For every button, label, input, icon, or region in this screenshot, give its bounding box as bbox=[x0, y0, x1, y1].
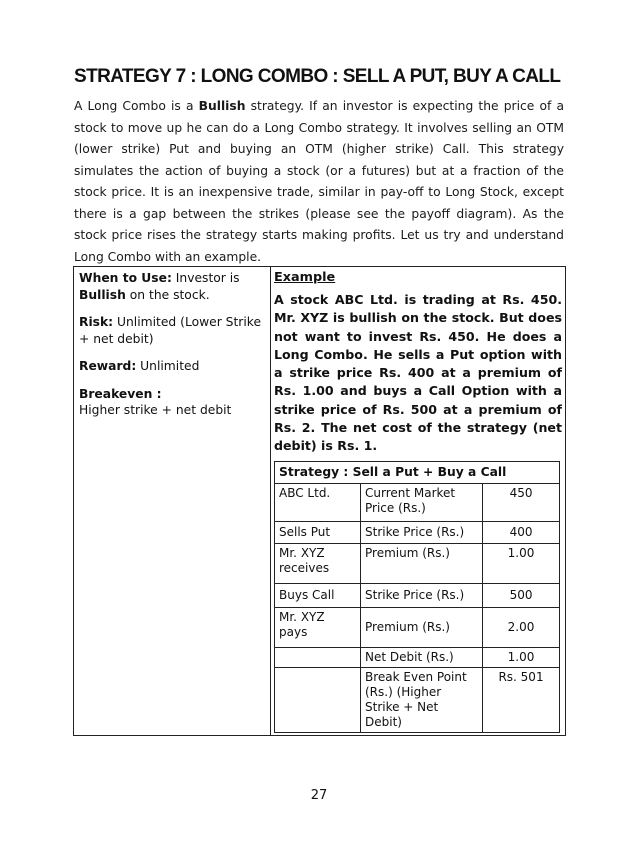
table-cell: ABC Ltd. bbox=[275, 484, 361, 522]
table-row bbox=[275, 484, 560, 522]
table-cell: Buys Call bbox=[275, 584, 361, 608]
table-cell: 1.00 bbox=[483, 544, 560, 584]
table-cell: Current Market Price (Rs.) bbox=[361, 484, 483, 522]
strategy-table bbox=[274, 461, 560, 733]
table-cell: 1.00 bbox=[483, 648, 560, 668]
example-text: A stock ABC Ltd. is trading at Rs. 450. Mr. XYZ is bullish on the stock. But does not want to invest Rs. 450. He does a Long Combo. He sells a Put option with a strike price Rs. 400 at a premium of Rs. 1.00 and buys a Call Option with a strike price of Rs. 500 at a premium of Rs. 2. The net cost of the strategy (net debit) is Rs. 1. bbox=[274, 292, 562, 454]
table-row bbox=[275, 584, 560, 608]
table-row bbox=[275, 544, 560, 584]
column-divider bbox=[270, 267, 271, 735]
example-section bbox=[274, 270, 562, 456]
intro-paragraph bbox=[74, 96, 564, 268]
table-cell: Premium (Rs.) bbox=[361, 608, 483, 648]
breakeven-label: Breakeven : bbox=[79, 386, 162, 401]
table-cell: Rs. 501 bbox=[483, 668, 560, 733]
table-cell: Strike Price (Rs.) bbox=[361, 584, 483, 608]
table-row bbox=[275, 668, 560, 733]
table-header: Strategy : Sell a Put + Buy a Call bbox=[275, 462, 560, 484]
example-heading: Example bbox=[274, 270, 336, 285]
risk-label: Risk: bbox=[79, 315, 114, 329]
intro-text-1: A Long Combo is a bbox=[74, 99, 199, 113]
table-row bbox=[275, 608, 560, 648]
breakeven bbox=[79, 386, 265, 419]
breakeven-text: Higher strike + net debit bbox=[79, 403, 232, 417]
page-number: 27 bbox=[310, 788, 328, 803]
reward-label: Reward: bbox=[79, 359, 137, 373]
risk bbox=[79, 314, 265, 347]
table-cell: 500 bbox=[483, 584, 560, 608]
table-row bbox=[275, 648, 560, 668]
when-text: Investor is bbox=[171, 271, 240, 285]
table-cell bbox=[275, 668, 361, 733]
intro-text-2: strategy. If an investor is expecting the price of a stock to move up he can do a Long Combo strategy. It involves selling an OTM (lower strike) Put and buying an OTM (higher strike) Call. This strategy simulates the action of buying a stock (or a futures) but at a fraction of the stock price. It is an inexpensive trade, similar in pay-off to Long Stock, except there is a gap between the strikes (please see the payoff diagram). As the stock price rises the strategy starts making profits. Let us try and understand Long Combo with an example. bbox=[74, 99, 564, 264]
strategy-summary bbox=[79, 270, 265, 430]
table-cell: Net Debit (Rs.) bbox=[361, 648, 483, 668]
table-cell: Premium (Rs.) bbox=[361, 544, 483, 584]
reward bbox=[79, 358, 265, 375]
table-row bbox=[275, 522, 560, 544]
when-bold: Bullish bbox=[79, 287, 126, 302]
table-cell: Mr. XYZ pays bbox=[275, 608, 361, 648]
when-label: When to Use: bbox=[79, 271, 172, 285]
intro-bold: Bullish bbox=[198, 99, 246, 113]
table-cell: 2.00 bbox=[483, 608, 560, 648]
risk-text: Unlimited (Lower Strike + net debit) bbox=[79, 315, 262, 346]
table-cell: Break Even Point (Rs.) (Higher Strike + Net Debit) bbox=[361, 668, 483, 733]
when-end: on the stock. bbox=[125, 287, 210, 302]
table-header-row bbox=[275, 462, 560, 484]
table-cell: Sells Put bbox=[275, 522, 361, 544]
reward-text: Unlimited bbox=[136, 359, 200, 373]
table-cell: 450 bbox=[483, 484, 560, 522]
page-title: STRATEGY 7 : LONG COMBO : SELL A PUT, BUY A CALL bbox=[74, 66, 561, 87]
table-cell bbox=[275, 648, 361, 668]
table-cell: Mr. XYZ receives bbox=[275, 544, 361, 584]
table-cell: 400 bbox=[483, 522, 560, 544]
when-to-use bbox=[79, 270, 265, 303]
table-cell: Strike Price (Rs.) bbox=[361, 522, 483, 544]
